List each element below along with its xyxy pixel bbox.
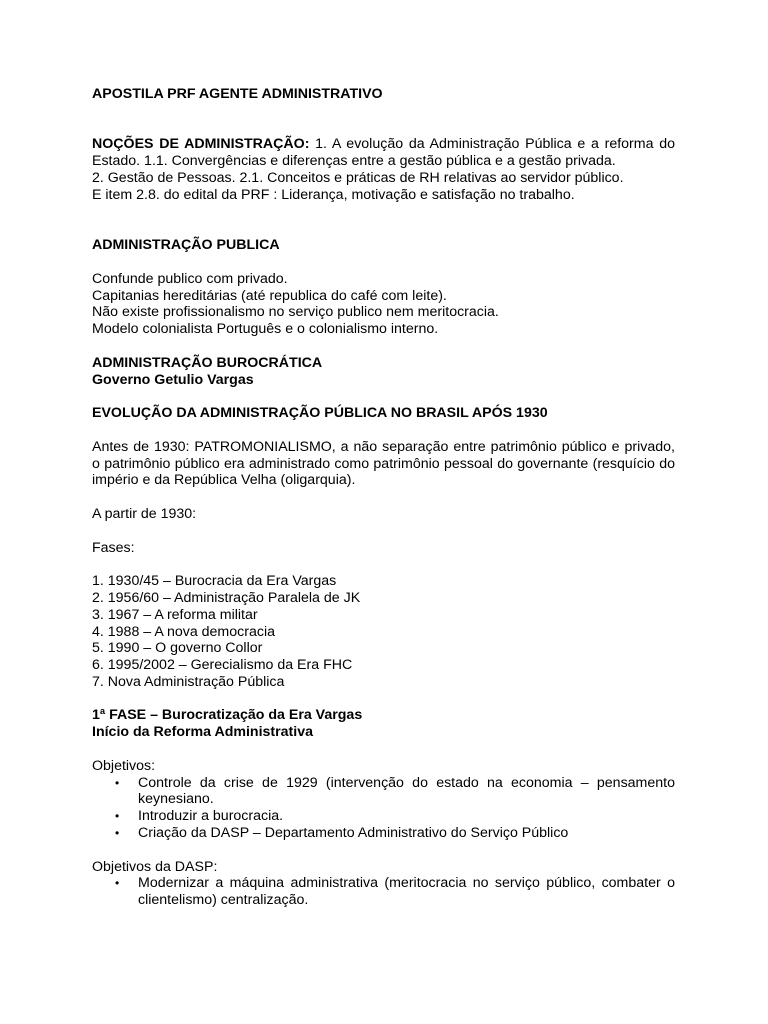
objetivos-dasp-label: Objetivos da DASP:	[92, 858, 218, 875]
fase-item: 2. 1956/60 – Administração Paralela de JK	[92, 589, 361, 606]
fase-item: 4. 1988 – A nova democracia	[92, 623, 275, 640]
evolucao-antes-paragraph: Antes de 1930: PATROMONIALISMO, a não separação entre patrimônio público e privado, o patrimônio público era administrado como patrimônio pessoal do governante (resquício do império e da República Velha (oligarquia).	[92, 438, 675, 489]
spacer	[92, 523, 675, 540]
spacer	[92, 691, 675, 708]
fase-item: 5. 1990 – O governo Collor	[92, 640, 263, 657]
objetivos-label: Objetivos:	[92, 757, 156, 774]
document-title: APOSTILA PRF AGENTE ADMINISTRATIVO	[92, 86, 383, 102]
nocoes-line-3: E item 2.8. do edital da PRF : Liderança, motivação e satisfação no trabalho.	[92, 186, 575, 203]
adm-publica-line: Modelo colonialista Português e o colonialismo interno.	[92, 321, 439, 338]
fases-list	[92, 573, 675, 691]
spacer	[92, 741, 675, 758]
adm-publica-line: Não existe profissionalismo no serviço publico nem meritocracia.	[92, 304, 499, 321]
evolucao-a-partir: A partir de 1930:	[92, 505, 197, 522]
objetivo-dasp-text: Modernizar a máquina administrativa (meritocracia no serviço público, combater o clientelismo) centralização.	[138, 875, 675, 909]
fase-item: 6. 1995/2002 – Gerecialismo da Era FHC	[92, 657, 353, 674]
nocoes-heading: NOÇÕES DE ADMINISTRAÇÃO:	[92, 136, 310, 153]
adm-publica-line: Confunde publico com privado.	[92, 270, 288, 287]
fase-item: 7. Nova Administração Pública	[92, 673, 285, 690]
objetivos-dasp-list	[92, 875, 675, 909]
objetivo-item	[92, 825, 675, 842]
objetivo-item	[92, 775, 675, 809]
objetivo-item	[92, 808, 675, 825]
adm-publica-heading: ADMINISTRAÇÃO PUBLICA	[92, 237, 280, 254]
spacer	[92, 842, 675, 859]
spacer	[92, 388, 675, 405]
spacer	[92, 204, 675, 238]
fase1-heading: 1ª FASE – Burocratização da Era Vargas	[92, 707, 363, 724]
fase1-subheading: Início da Reforma Administrativa	[92, 724, 314, 741]
adm-burocratica-heading: ADMINISTRAÇÃO BUROCRÁTICA	[92, 354, 323, 371]
fase-item: 3. 1967 – A reforma militar	[92, 606, 258, 623]
evolucao-heading: EVOLUÇÃO DA ADMINISTRAÇÃO PÚBLICA NO BRASIL APÓS 1930	[92, 405, 548, 422]
bullet-icon: •	[115, 775, 120, 790]
objetivo-text: Criação da DASP – Departamento Administrativo do Serviço Público	[138, 825, 569, 842]
fase-item: 1. 1930/45 – Burocracia da Era Vargas	[92, 573, 337, 590]
objetivo-text: Introduzir a burocracia.	[138, 808, 284, 825]
fases-label: Fases:	[92, 539, 135, 556]
bullet-icon: •	[115, 809, 120, 824]
objetivos-list	[92, 775, 675, 842]
nocoes-paragraph	[92, 136, 675, 170]
adm-publica-line: Capitanias hereditárias (até republica do café com leite).	[92, 287, 447, 304]
nocoes-text: 1. A evolução da Administração Pública e a reforma do Estado. 1.1. Convergências e diferenças entre a gestão pública e a gestão privada.	[92, 136, 675, 170]
spacer	[92, 489, 675, 506]
spacer	[92, 254, 675, 271]
spacer	[92, 338, 675, 355]
nocoes-line-2: 2. Gestão de Pessoas. 2.1. Conceitos e práticas de RH relativas ao servidor público.	[92, 169, 624, 186]
adm-burocratica-subheading: Governo Getulio Vargas	[92, 371, 254, 388]
objetivo-dasp-item	[92, 875, 675, 909]
objetivo-text: Controle da crise de 1929 (intervenção do estado na economia – pensamento keynesiano.	[138, 774, 675, 808]
spacer	[92, 103, 675, 137]
bullet-icon: •	[115, 876, 120, 891]
spacer	[92, 556, 675, 573]
bullet-icon: •	[115, 826, 120, 841]
spacer	[92, 422, 675, 439]
